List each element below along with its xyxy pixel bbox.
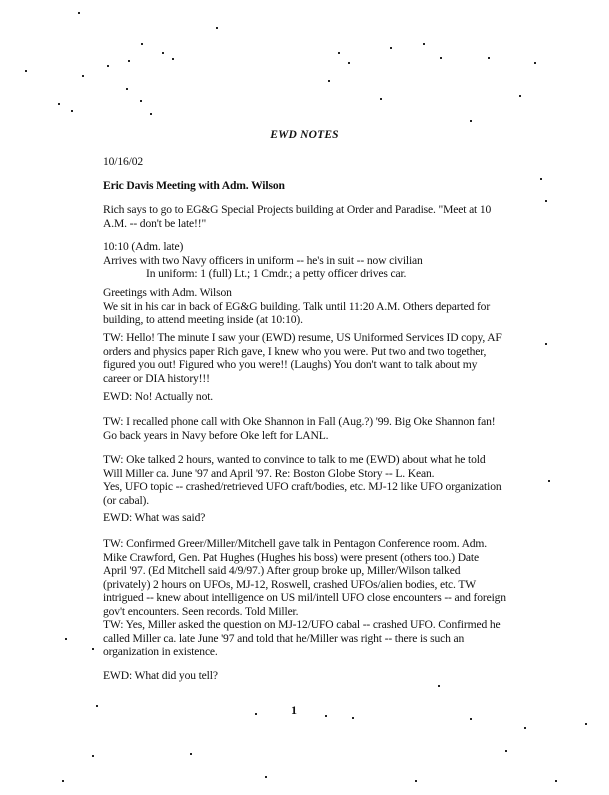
speck (545, 343, 547, 345)
text-line: organization in existence. (103, 645, 218, 659)
text-line: A.M. -- don't be late!!" (103, 216, 207, 230)
speck (216, 27, 218, 29)
paragraph-ewd-tell (103, 669, 478, 683)
speck (265, 776, 267, 778)
speck (82, 75, 84, 77)
speck (140, 100, 142, 102)
text-line: (or cabal). (103, 493, 149, 507)
speck (62, 780, 64, 782)
paragraph-rich-instructions (103, 203, 492, 230)
speck (92, 755, 94, 757)
paragraph-tw-yes (103, 618, 501, 659)
speck (540, 178, 542, 180)
text-line: TW: Hello! The minute I saw your (EWD) resume, US Uniformed Services ID copy, AF (103, 331, 502, 344)
text-line: orders and physics paper Rich gave, I knew who you were. Put two and two together, (103, 344, 487, 358)
speck (548, 480, 550, 482)
speck (141, 43, 143, 45)
speck (423, 43, 425, 45)
text-line: EWD: No! Actually not. (103, 390, 214, 403)
heading-text: Eric Davis Meeting with Adm. Wilson (103, 179, 285, 192)
paragraph-ewd-no (103, 390, 478, 404)
speck (585, 723, 587, 725)
date-text: 10/16/02 (103, 155, 144, 168)
speck (470, 120, 472, 122)
text-line: Will Miller ca. June '97 and April '97. Re: Boston Globe Story -- L. Kean. (103, 466, 435, 480)
text-line: (privately) 2 hours on UFOs, MJ-12, Roswell, crashed UFOs/alien bodies, etc. TW (103, 577, 477, 591)
text-line: TW: Yes, Miller asked the question on MJ-12/UFO cabal -- crashed UFO. Confirmed he (103, 618, 501, 631)
text-line: TW: I recalled phone call with Oke Shannon in Fall (Aug.?) '99. Big Oke Shannon fan! (103, 415, 496, 428)
text-line: Arrives with two Navy officers in uniform -- he's in suit -- now civilian (103, 253, 423, 267)
speck (328, 80, 330, 82)
document-title: EWD NOTES (270, 129, 339, 141)
paragraph-tw-hello (103, 331, 502, 385)
text-line: Yes, UFO topic -- crashed/retrieved UFO craft/bodies, etc. MJ-12 like UFO organization (103, 480, 502, 494)
paragraph-tw-oke-talked (103, 453, 502, 507)
paragraph-tw-confirmed (103, 537, 506, 619)
speck (380, 98, 382, 100)
page-number: 1 (291, 703, 297, 717)
text-line: Go back years in Navy before Oke left for LANL. (103, 428, 329, 442)
speck (352, 717, 354, 719)
paragraph-ewd-question (103, 511, 478, 525)
speck (505, 750, 507, 752)
speck (150, 113, 152, 115)
meeting-heading (103, 179, 478, 193)
speck (128, 60, 130, 62)
text-line-indented: In uniform: 1 (full) Lt.; 1 Cmdr.; a petty officer drives car. (146, 267, 407, 281)
speck (25, 70, 27, 72)
speck (162, 52, 164, 54)
speck (92, 648, 94, 650)
speck (325, 715, 327, 717)
paragraph-arrival (103, 240, 478, 281)
speck (338, 52, 340, 54)
paragraph-tw-phone-call (103, 415, 496, 442)
speck (348, 62, 350, 64)
speck (440, 57, 442, 59)
text-line: Mike Crawford, Gen. Pat Hughes (Hughes his boss) were present (others too.) Date (103, 550, 479, 564)
text-line: building, to attend meeting inside (at 10:10). (103, 313, 303, 327)
text-line: TW: Confirmed Greer/Miller/Mitchell gave talk in Pentagon Conference room. Adm. (103, 537, 488, 550)
speck (438, 685, 440, 687)
text-line: called Miller ca. late June '97 and told that he/Miller was right -- there is such an (103, 631, 465, 645)
speck (390, 47, 392, 49)
text-line: April '97. (Ed Mitchell said 4/9/97.) After group broke up, Miller/Wilson talked (103, 564, 461, 578)
speck (107, 65, 109, 67)
speck (65, 638, 67, 640)
text-line: Rich says to go to EG&G Special Projects building at Order and Paradise. "Meet at 10 (103, 203, 492, 216)
text-line: intrigued -- knew about intelligence on US mil/intell UFO close encounters -- and foreign (103, 591, 506, 605)
speck (172, 58, 174, 60)
speck (96, 705, 98, 707)
speck (190, 753, 192, 755)
speck (545, 200, 547, 202)
speck (534, 62, 536, 64)
text-line: EWD: What did you tell? (103, 669, 218, 682)
text-line: EWD: What was said? (103, 511, 206, 524)
speck (488, 57, 490, 59)
document-date (103, 155, 478, 169)
speck (555, 780, 557, 782)
speck (126, 88, 128, 90)
speck (255, 713, 257, 715)
speck (524, 727, 526, 729)
speck (58, 103, 60, 105)
text-line: figured you out! Figured who you were!! (Laughs) You don't want to talk about my (103, 358, 478, 372)
speck (470, 718, 472, 720)
text-line: Greetings with Adm. Wilson (103, 286, 232, 299)
text-line: career or DIA history!!! (103, 371, 210, 385)
speck (71, 110, 73, 112)
speck (519, 95, 521, 97)
text-line: TW: Oke talked 2 hours, wanted to convince to talk to me (EWD) about what he told (103, 453, 486, 466)
paragraph-greetings (103, 286, 491, 327)
text-line: gov't encounters. Seen records. Told Miller. (103, 604, 299, 618)
text-line: 10:10 (Adm. late) (103, 240, 184, 253)
speck (78, 12, 80, 14)
text-line: We sit in his car in back of EG&G building. Talk until 11:20 A.M. Others departed for (103, 299, 491, 313)
speck (415, 780, 417, 782)
